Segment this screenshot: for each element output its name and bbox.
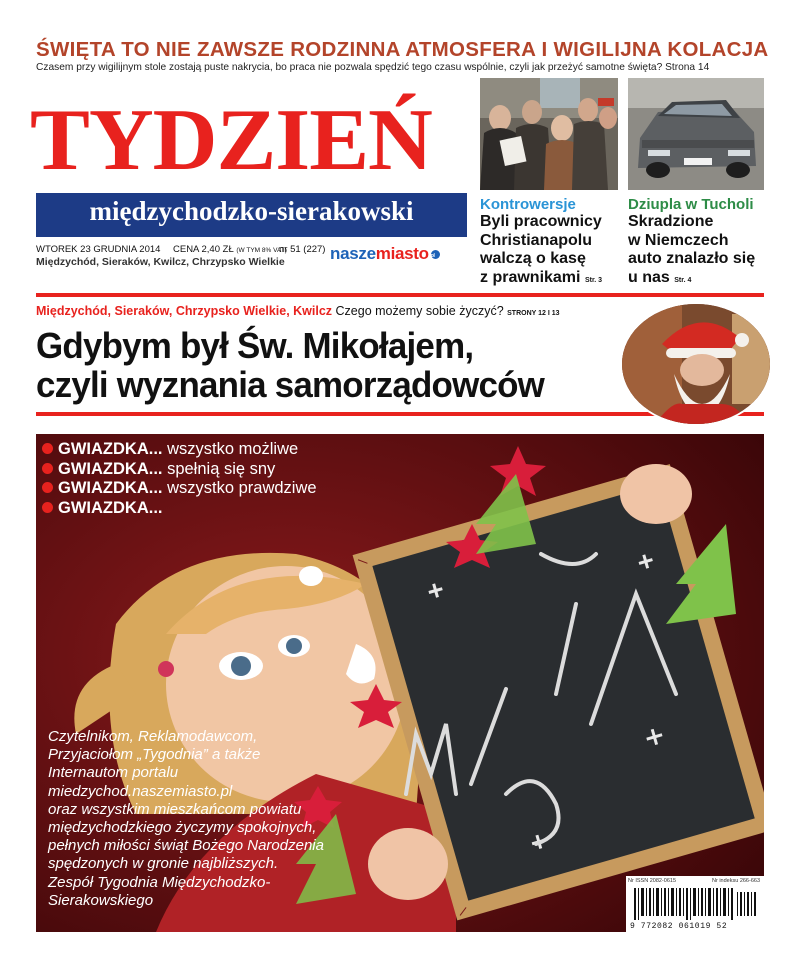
bullet-dot-icon: [42, 482, 53, 493]
story-headline-line: [628, 269, 768, 291]
issue-date: WTOREK 23 GRUDNIA 2014: [36, 244, 161, 255]
santa-photo[interactable]: [620, 302, 772, 426]
top-teaser-subline: Czasem przy wigilijnym stole zostają puste nakrycia, bo praca nie pozwala spędzić tego czasu wspólnie, czyli jak przeżyć samotne święta? Strona 14: [36, 62, 710, 73]
logo-part-2: miasto: [375, 244, 429, 263]
story-headline-line: Byli pracownicy: [480, 213, 602, 230]
greeting-line: spędzonych w gronie najbliższych.: [48, 855, 279, 873]
story-last-line: u nas: [628, 268, 670, 286]
bullet-row: [42, 460, 317, 480]
gwiazdka-bullets: [42, 440, 317, 518]
story-headline-line: Skradzione: [628, 213, 714, 230]
bullet-word: GWIAZDKA...: [58, 498, 163, 517]
story-last-line: z prawnikami: [480, 268, 581, 286]
feature-headline[interactable]: [36, 326, 618, 404]
greeting-line: pełnych miłości świąt Bożego Narodzenia: [48, 837, 324, 855]
story-controversies[interactable]: [480, 196, 625, 290]
greeting-line: miedzychod.naszemiasto.pl: [48, 782, 233, 800]
story-kicker: Dziupla w Tucholi: [628, 196, 754, 213]
greeting-line: oraz wszystkim mieszkańcom powiatu: [48, 800, 302, 818]
bullet-text: wszystko prawdziwe: [162, 479, 317, 497]
issue-towns: Międzychód, Sieraków, Kwilcz, Chrzypsko Wielkie: [36, 256, 285, 268]
stolen-car-image: [628, 78, 764, 190]
greeting-line: Czytelnikom, Reklamodawcom,: [48, 728, 258, 745]
story-headline-line: auto znalazło się: [628, 250, 756, 267]
feature-headline-line-2: czyli wyznania samorządowców: [36, 364, 545, 405]
masthead-title: TYDZIEŃ: [30, 92, 432, 189]
bullet-word: GWIAZDKA...: [58, 440, 163, 458]
greeting-line: Przyjaciołom „Tygodnia” a także: [48, 746, 261, 764]
bullet-word: GWIAZDKA...: [58, 459, 163, 478]
bullet-row: [42, 440, 317, 460]
feature-headline-line-1: Gdybym był Św. Mikołajem,: [36, 325, 474, 366]
issue-price: [173, 244, 287, 255]
barcode-icon: [634, 888, 760, 920]
masthead-region: międzychodzko-sierakowski: [89, 196, 414, 226]
greeting-line: Zespół Tygodnia Międzychodzko-: [48, 873, 271, 891]
feature-towns: Międzychód, Sieraków, Chrzypsko Wielkie, Kwilcz: [36, 304, 333, 318]
logo-part-1: nasze: [330, 244, 376, 263]
barcode-digits: 9 772082 061019 52: [630, 922, 728, 931]
index-number: Nr indeksu 266-663: [712, 878, 761, 884]
top-teaser-headline[interactable]: ŚWIĘTA TO NIE ZAWSZE RODZINNA ATMOSFERA I WIGILIJNA KOLACJA: [36, 38, 769, 61]
story-page-ref: Str. 3: [584, 276, 603, 284]
bullet-word: GWIAZDKA...: [58, 479, 163, 497]
protest-photo[interactable]: [480, 78, 618, 190]
protest-photo-image: [480, 78, 618, 190]
christmas-greeting: [48, 728, 388, 910]
naszemiasto-logo[interactable]: [330, 244, 444, 264]
story-headline-line: walczą o kasę: [480, 250, 586, 267]
price-vat: (W TYM 8% VAT): [236, 247, 287, 254]
stolen-car-photo[interactable]: [628, 78, 764, 190]
bullet-text: spełnią się sny: [162, 459, 276, 478]
greeting-line: międzychodzkiego życzymy spokojnych,: [48, 819, 317, 837]
issn-number: Nr ISSN 2082-0615: [628, 878, 676, 884]
bullet-dot-icon: [42, 443, 53, 454]
logo-suffix: pl: [430, 253, 435, 259]
story-page-ref: Str. 4: [674, 276, 692, 284]
greeting-line: Internautom portalu: [48, 764, 179, 782]
bullet-row: [42, 479, 317, 499]
bullet-dot-icon: [42, 502, 53, 513]
santa-image: [622, 304, 772, 426]
greeting-line: Sierakowskiego: [48, 891, 154, 909]
story-headline-line: [480, 269, 625, 291]
feature-question: Czego możemy sobie życzyć?: [335, 304, 504, 318]
feature-pages: STRONY 12 I 13: [507, 310, 560, 317]
bullet-dot-icon: [42, 463, 53, 474]
feature-kicker: [36, 304, 560, 318]
bullet-row: [42, 499, 317, 519]
story-kicker: Kontrowersje: [480, 196, 576, 213]
story-tuchola[interactable]: [628, 196, 768, 290]
bullet-text: wszystko możliwe: [162, 440, 299, 458]
story-headline-line: Christianapolu: [480, 231, 593, 249]
price-value: CENA 2,40 ZŁ: [173, 244, 234, 255]
story-headline-line: w Niemczech: [628, 231, 729, 249]
issue-number: nr 51 (227): [279, 244, 326, 255]
divider-rule: [36, 293, 764, 297]
